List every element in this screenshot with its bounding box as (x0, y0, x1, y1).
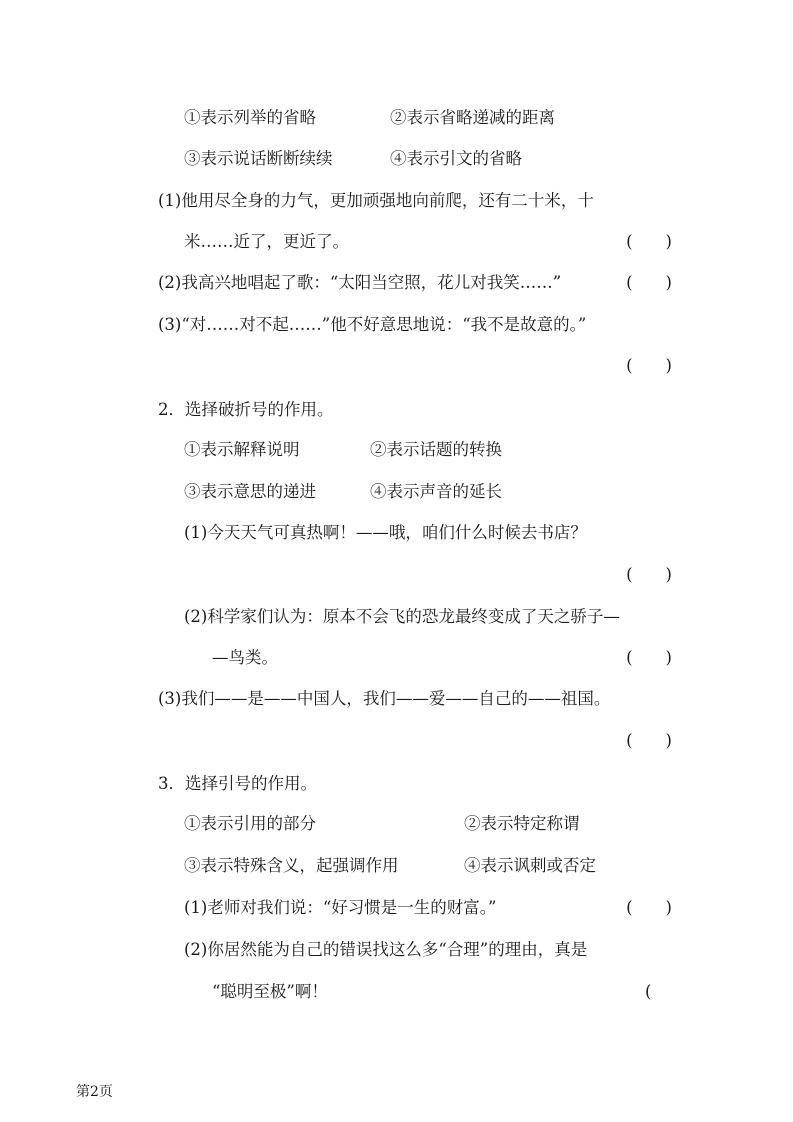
section-3-heading: 3．选择引号的作用。 (158, 774, 317, 793)
answer-blank-1[interactable]: ( ) (626, 565, 672, 584)
option-1: ①表示列举的省略 (184, 108, 316, 127)
option-1: ①表示引用的部分 (184, 814, 316, 833)
option-2: ②表示特定称谓 (464, 814, 580, 833)
option-4: ④表示引文的省略 (390, 149, 522, 168)
question-1-line-1: (1)老师对我们说：“好习惯是一生的财富。” (184, 898, 497, 917)
question-1-line-1: (1)今天天气可真热啊！——哦，咱们什么时候去书店？ (184, 523, 587, 542)
question-2-line-1: (2)你居然能为自己的错误找这么多“合理”的理由，真是 (184, 940, 588, 959)
question-2-line-2: “聪明至极”啊！ (212, 982, 328, 1001)
section-2-heading: 2．选择破折号的作用。 (158, 400, 334, 419)
option-3: ③表示说话断断续续 (184, 149, 333, 168)
option-2: ②表示话题的转换 (370, 440, 502, 459)
answer-blank-3[interactable]: ( ) (626, 731, 672, 750)
page-number: 第2页 (76, 1084, 113, 1100)
question-3-line-1: (3)“对……对不起……”他不好意思地说：“我不是故意的。” (158, 315, 587, 334)
answer-blank-1[interactable]: ( ) (626, 898, 672, 917)
option-3: ③表示特殊含义，起强调作用 (184, 856, 399, 875)
question-1-line-1: (1)他用尽全身的力气，更加顽强地向前爬，还有二十米，十 (158, 191, 594, 210)
answer-blank-3[interactable]: ( ) (626, 356, 672, 375)
answer-blank-2[interactable]: ( ) (626, 273, 672, 292)
option-2: ②表示省略递减的距离 (390, 108, 555, 127)
question-3-line-1: (3)我们——是——中国人，我们——爱——自己的——祖国。 (158, 689, 611, 708)
option-3: ③表示意思的递进 (184, 482, 316, 501)
question-2-line-1: (2)我高兴地唱起了歌：“太阳当空照，花儿对我笑……” (158, 273, 562, 292)
option-1: ①表示解释说明 (184, 440, 300, 459)
question-1-line-2: 米……近了，更近了。 (184, 232, 349, 251)
answer-blank-2[interactable]: ( ) (626, 648, 672, 667)
answer-blank-1[interactable]: ( ) (626, 232, 672, 251)
option-4: ④表示声音的延长 (370, 482, 502, 501)
question-2-line-2: —鸟类。 (212, 648, 278, 667)
question-2-line-1: (2)科学家们认为：原本不会飞的恐龙最终变成了天之骄子— (184, 607, 620, 626)
answer-blank-2[interactable]: ( (645, 982, 652, 1001)
option-4: ④表示讽刺或否定 (464, 856, 596, 875)
